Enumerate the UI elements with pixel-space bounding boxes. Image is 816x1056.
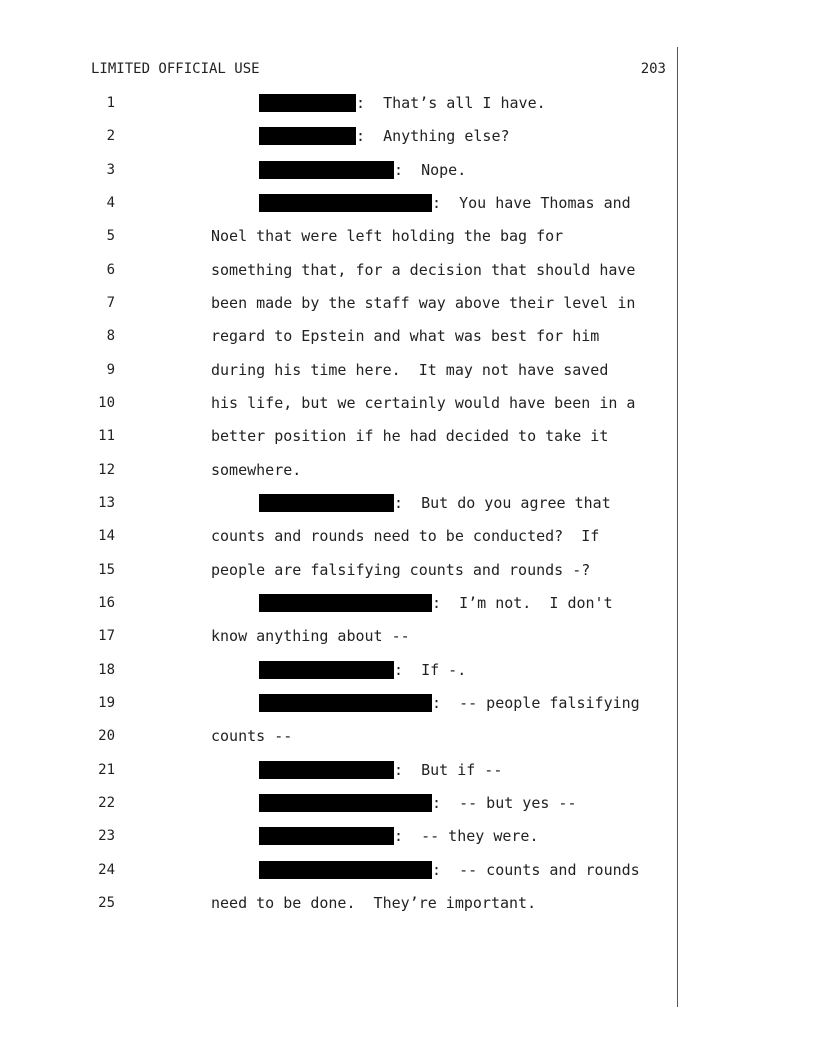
transcript-line: [0, 293, 677, 313]
line-number: 14: [98, 528, 115, 544]
line-text: his life, but we certainly would have been in a: [211, 394, 636, 412]
line-content: [259, 860, 640, 880]
line-number: 8: [106, 328, 115, 344]
line-text: counts and rounds need to be conducted? If: [211, 527, 600, 545]
line-content: [259, 593, 613, 613]
line-text: : -- people falsifying: [432, 694, 640, 712]
transcript-line: [0, 226, 677, 246]
line-text: better position if he had decided to take it: [211, 427, 609, 445]
line-number: 12: [98, 462, 115, 478]
line-number: 1: [106, 95, 115, 111]
line-number: 20: [98, 728, 115, 744]
line-content: [259, 693, 640, 713]
transcript-line: [0, 626, 677, 646]
transcript-line: [0, 260, 677, 280]
line-text: counts --: [211, 727, 293, 745]
line-number: 13: [98, 495, 115, 511]
transcript-line: [0, 493, 677, 513]
speaker-redaction: [259, 94, 356, 112]
transcript-line: [0, 160, 677, 180]
speaker-redaction: [259, 694, 432, 712]
speaker-redaction: [259, 661, 394, 679]
line-number: 21: [98, 762, 115, 778]
line-number: 9: [106, 362, 115, 378]
speaker-redaction: [259, 827, 394, 845]
line-text: during his time here. It may not have saved: [211, 361, 609, 379]
transcript-line: [0, 693, 677, 713]
line-number: 3: [106, 162, 115, 178]
line-text: somewhere.: [211, 461, 302, 479]
line-text: : -- but yes --: [432, 794, 577, 812]
line-text: : Nope.: [394, 161, 467, 179]
transcript-line: [0, 560, 677, 580]
line-content: [259, 793, 577, 813]
line-number: 16: [98, 595, 115, 611]
line-content: [259, 660, 466, 680]
line-number: 19: [98, 695, 115, 711]
line-text: : I’m not. I don't: [432, 594, 613, 612]
line-number: 15: [98, 562, 115, 578]
line-number: 11: [98, 428, 115, 444]
transcript-line: [0, 393, 677, 413]
line-text: : -- they were.: [394, 827, 539, 845]
transcript-line: [0, 860, 677, 880]
line-number: 23: [98, 828, 115, 844]
line-content: [259, 493, 611, 513]
line-text: people are falsifying counts and rounds -?: [211, 561, 591, 579]
transcript-line: [0, 526, 677, 546]
speaker-redaction: [259, 594, 432, 612]
transcript-line: [0, 426, 677, 446]
line-number: 22: [98, 795, 115, 811]
line-text: : If -.: [394, 661, 467, 679]
speaker-redaction: [259, 794, 432, 812]
line-content: [259, 193, 631, 213]
transcript-line: [0, 360, 677, 380]
page-number: 203: [640, 61, 666, 77]
right-margin-rule: [677, 47, 678, 1007]
speaker-redaction: [259, 761, 394, 779]
line-number: 10: [98, 395, 115, 411]
line-text: Noel that were left holding the bag for: [211, 227, 564, 245]
transcript-line: [0, 460, 677, 480]
transcript-line: [0, 193, 677, 213]
transcript-line: [0, 726, 677, 746]
line-text: : -- counts and rounds: [432, 861, 640, 879]
transcript-line: [0, 760, 677, 780]
transcript-line: [0, 593, 677, 613]
speaker-redaction: [259, 194, 432, 212]
line-text: something that, for a decision that should have: [211, 261, 636, 279]
transcript-line: [0, 660, 677, 680]
speaker-redaction: [259, 861, 432, 879]
transcript-line: [0, 826, 677, 846]
transcript-line: [0, 93, 677, 113]
line-content: [259, 93, 546, 113]
line-text: : But if --: [394, 761, 503, 779]
line-number: 7: [106, 295, 115, 311]
line-text: : That’s all I have.: [356, 94, 546, 112]
line-text: know anything about --: [211, 627, 410, 645]
line-number: 18: [98, 662, 115, 678]
line-number: 24: [98, 862, 115, 878]
speaker-redaction: [259, 127, 356, 145]
line-content: [259, 826, 539, 846]
line-content: [259, 160, 466, 180]
classification-header: LIMITED OFFICIAL USE: [91, 61, 260, 77]
line-number: 2: [106, 128, 115, 144]
line-text: been made by the staff way above their level in: [211, 294, 636, 312]
transcript-line: [0, 326, 677, 346]
transcript-line: [0, 126, 677, 146]
line-number: 5: [106, 228, 115, 244]
transcript-line: [0, 793, 677, 813]
line-content: [259, 760, 502, 780]
speaker-redaction: [259, 494, 394, 512]
line-text: regard to Epstein and what was best for him: [211, 327, 600, 345]
line-number: 25: [98, 895, 115, 911]
speaker-redaction: [259, 161, 394, 179]
transcript-line: [0, 893, 677, 913]
line-number: 6: [106, 262, 115, 278]
line-text: need to be done. They’re important.: [211, 894, 537, 912]
line-content: [259, 126, 510, 146]
line-text: : You have Thomas and: [432, 194, 631, 212]
line-text: : Anything else?: [356, 127, 510, 145]
line-number: 4: [106, 195, 115, 211]
line-text: : But do you agree that: [394, 494, 611, 512]
line-number: 17: [98, 628, 115, 644]
